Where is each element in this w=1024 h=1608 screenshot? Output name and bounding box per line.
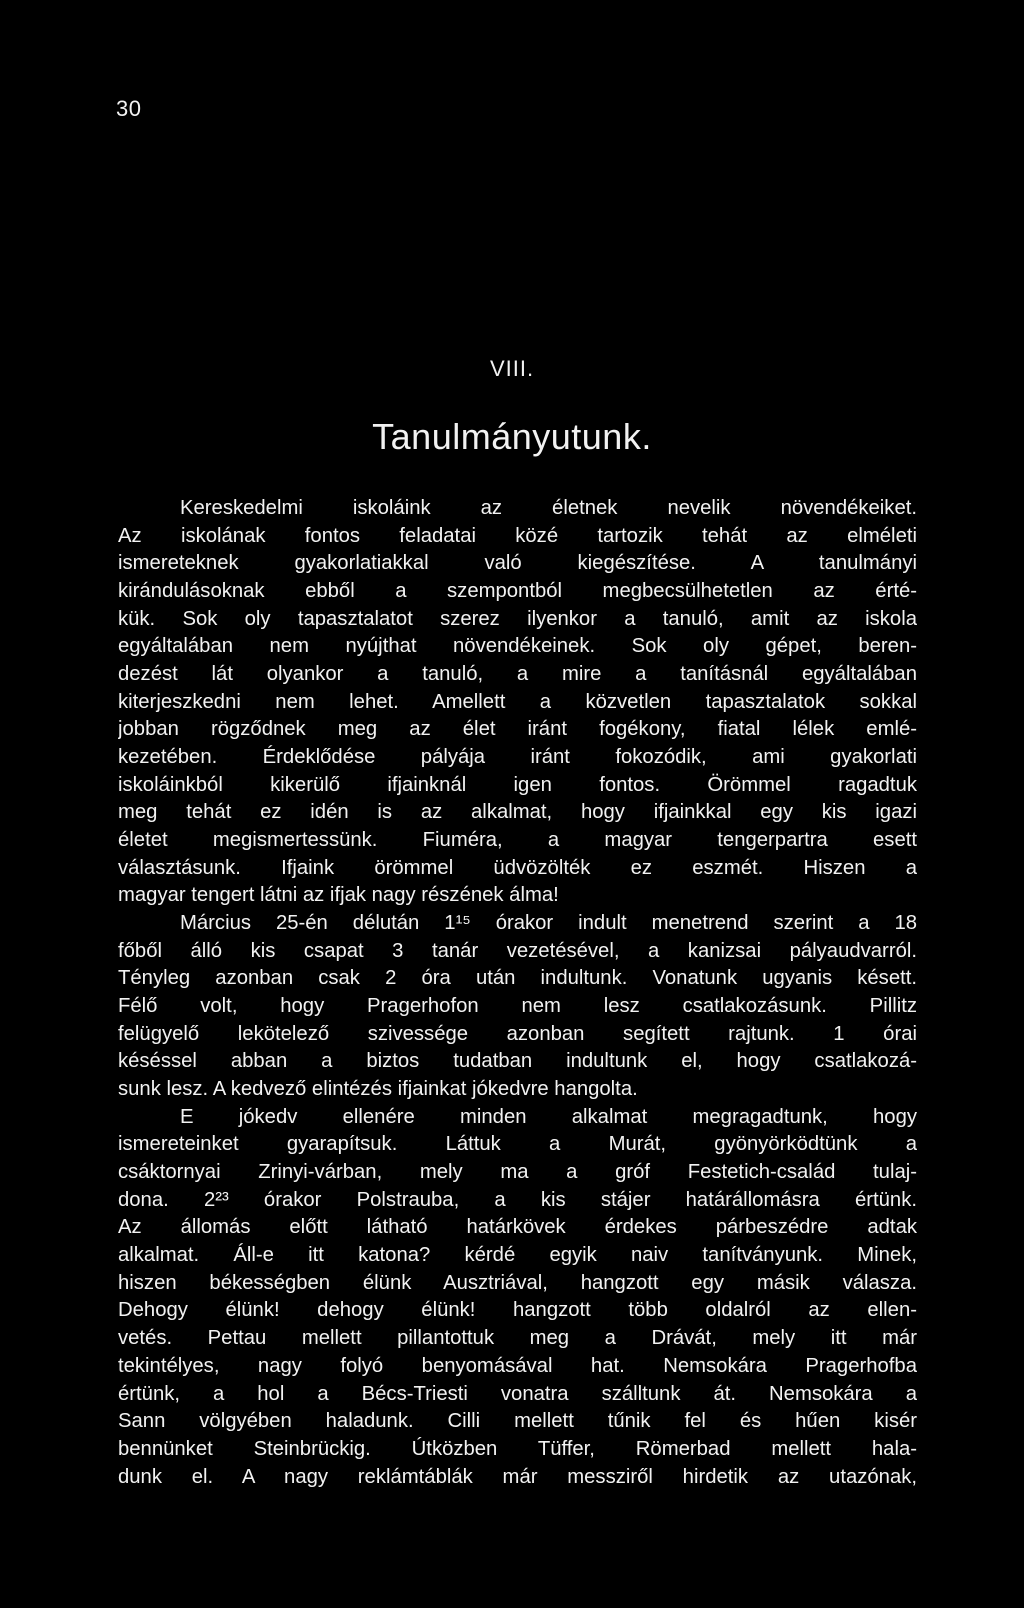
text-line: főből álló kis csapat 3 tanár vezetésével, a kanizsai pályaudvarról. <box>118 939 917 962</box>
text-line: kiterjeszkedni nem lehet. Amellett a közvetlen tapasztalatok sokkal <box>118 690 917 713</box>
text-line: felügyelő lekötelező szivessége azonban segített rajtunk. 1 órai <box>118 1022 917 1045</box>
text-line: Kereskedelmi iskoláink az életnek nevelik növendékeiket. <box>180 497 917 519</box>
text-line: alkalmat. Áll-e itt katona? kérdé egyik naiv tanítványunk. Minek, <box>118 1244 917 1267</box>
text-line: Dehogy élünk! dehogy élünk! hangzott több oldalról az ellen- <box>118 1299 917 1322</box>
text-line: Tényleg azonban csak 2 óra után indultunk. Vonatunk ugyanis késett. <box>118 967 917 990</box>
page-number: 30 <box>116 96 142 121</box>
body-text <box>118 495 917 1491</box>
text-line: kezetében. Érdeklődése pályája iránt fokozódik, ami gyakorlati <box>118 746 917 769</box>
text-line: bennünket Steinbrückig. Útközben Tüffer, Römerbad mellett hala- <box>118 1437 917 1460</box>
text-line: tekintélyes, nagy folyó benyomásával hat. Nemsokára Pragerhofba <box>118 1354 917 1377</box>
text-line: Március 25-én délután 1¹⁵ órakor indult menetrend szerint a 18 <box>180 912 917 935</box>
text-line: választásunk. Ifjaink örömmel üdvözölték ez eszmét. Hiszen a <box>118 856 917 879</box>
text-line: magyar tengert látni az ifjak nagy részének álma! <box>118 884 559 907</box>
text-line: ismereteinket gyarapítsuk. Láttuk a Murát, gyönyörködtünk a <box>118 1133 917 1156</box>
text-line: dunk el. A nagy reklámtáblák már messziről hirdetik az utazónak, <box>118 1465 917 1488</box>
text-line: vetés. Pettau mellett pillantottuk meg a Drávát, mely itt már <box>118 1327 917 1350</box>
text-line: egyáltalában nem nyújthat növendékeinek. Sok oly gépet, beren- <box>118 635 917 658</box>
text-line: csáktornyai Zrinyi-várban, mely ma a gróf Festetich-család tulaj- <box>118 1161 917 1184</box>
text-line: kirándulásoknak ebből a szempontból megbecsülhetetlen az érté- <box>118 580 917 603</box>
text-line: jobban rögződnek meg az élet iránt fogékony, fiatal lélek emlé- <box>118 718 917 741</box>
chapter-title: Tanulmányutunk. <box>372 416 652 457</box>
text-line: Sann völgyében haladunk. Cilli mellett tűnik fel és hűen kisér <box>118 1410 917 1433</box>
text-line: Az állomás előtt látható határkövek érdekes párbeszédre adtak <box>118 1216 917 1239</box>
text-line: Félő volt, hogy Pragerhofon nem lesz csatlakozásunk. Pillitz <box>118 995 917 1018</box>
text-line: meg tehát ez idén is az alkalmat, hogy ifjainkkal egy kis igazi <box>118 801 917 824</box>
text-line: dona. 2²³ órakor Polstrauba, a kis stájer határállomásra értünk. <box>118 1188 917 1211</box>
text-line: késéssel abban a biztos tudatban indultunk el, hogy csatlakozá- <box>118 1050 917 1073</box>
text-line: E jókedv ellenére minden alkalmat megragadtunk, hogy <box>180 1105 917 1128</box>
text-line: Az iskolának fontos feladatai közé tartozik tehát az elméleti <box>118 524 917 547</box>
text-line: kük. Sok oly tapasztalatot szerez ilyenkor a tanuló, amit az iskola <box>118 607 917 630</box>
text-line: iskoláinkból kikerülő ifjainknál igen fontos. Örömmel ragadtuk <box>118 773 917 796</box>
text-line: sunk lesz. A kedvező elintézés ifjainkat jókedvre hangolta. <box>118 1078 638 1101</box>
text-line: értünk, a hol a Bécs-Triesti vonatra szálltunk át. Nemsokára a <box>118 1382 917 1405</box>
text-line: dezést lát olyankor a tanuló, a mire a tanításnál egyáltalában <box>118 663 917 686</box>
text-line: életet megismertessünk. Fiuméra, a magyar tengerpartra esett <box>118 829 917 852</box>
chapter-number: VIII. <box>489 356 535 381</box>
text-line: ismereteknek gyakorlatiakkal való kiegészítése. A tanulmányi <box>118 552 917 575</box>
text-line: hiszen békességben élünk Ausztriával, hangzott egy másik válasza. <box>118 1271 917 1294</box>
